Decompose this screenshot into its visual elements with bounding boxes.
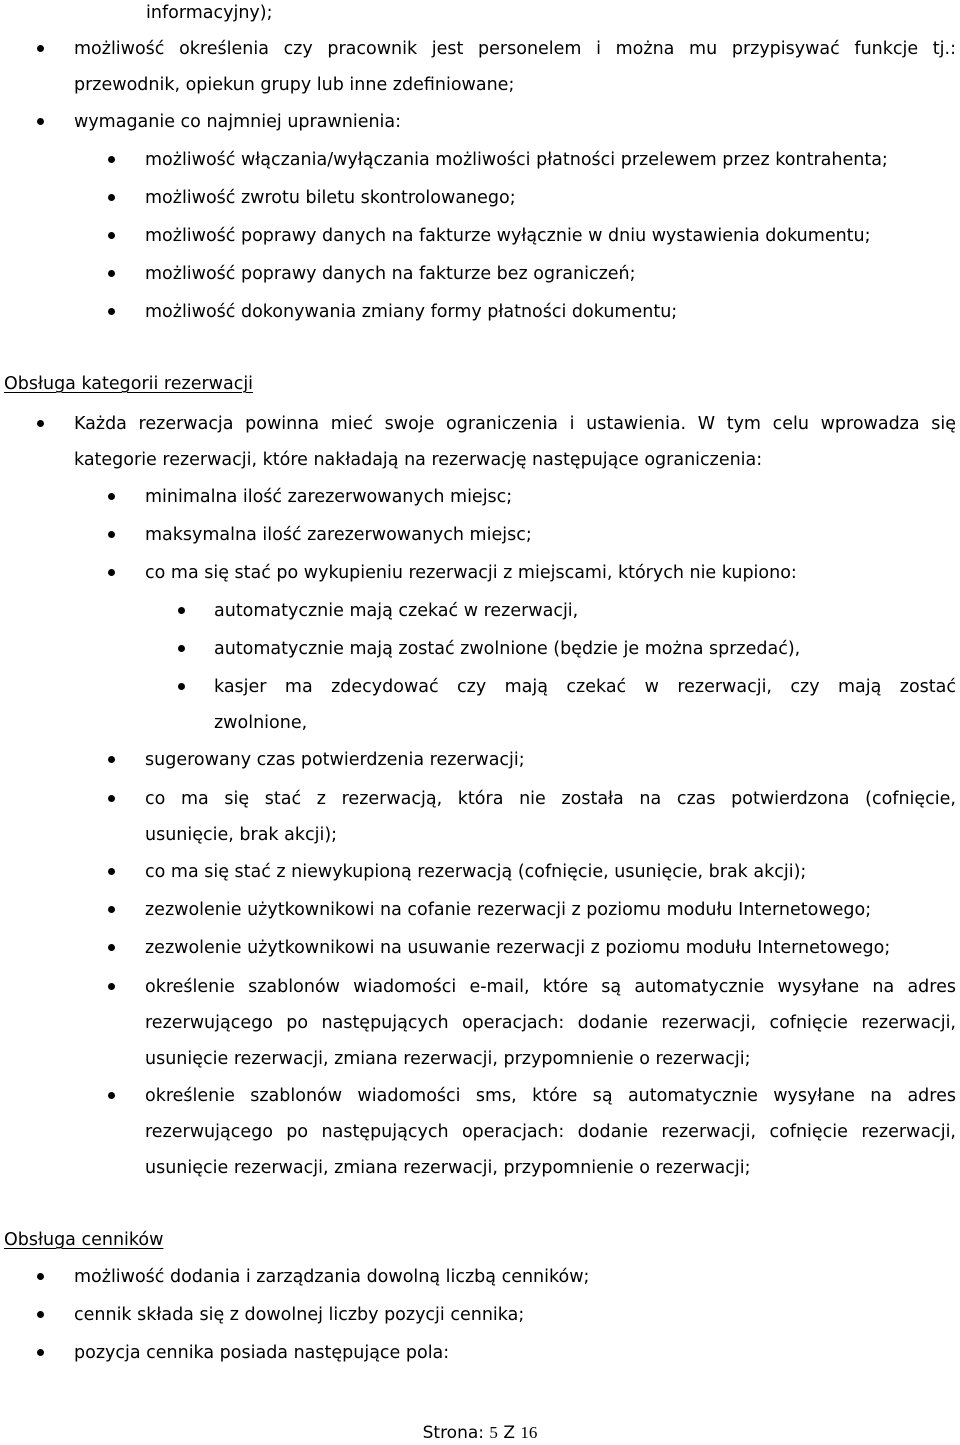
- footer-label: Strona:: [422, 1423, 485, 1443]
- bullet-icon: [37, 420, 44, 427]
- list-item: możliwość poprawy danych na fakturze wyłącznie w dniu wystawienia dokumentu;: [145, 226, 871, 246]
- footer-total-pages: 16: [520, 1423, 538, 1442]
- list-item-continuation: rezerwującego po następujących operacjach: dodanie rezerwacji, cofnięcie rezerwacji,: [145, 1013, 956, 1033]
- continuation-line: informacyjny);: [146, 3, 273, 23]
- bullet-icon: [108, 906, 115, 913]
- list-item: możliwość dodania i zarządzania dowolną liczbą cenników;: [74, 1267, 590, 1287]
- bullet-icon: [108, 756, 115, 763]
- list-item-continuation: kategorie rezerwacji, które nakładają na rezerwację następujące ograniczenia:: [74, 450, 763, 470]
- bullet-icon: [108, 983, 115, 990]
- section-heading-pricelists: Obsługa cenników: [4, 1230, 164, 1250]
- list-item: zezwolenie użytkownikowi na cofanie rezerwacji z poziomu modułu Internetowego;: [145, 900, 872, 920]
- list-item: możliwość zwrotu biletu skontrolowanego;: [145, 188, 516, 208]
- list-item: sugerowany czas potwierdzenia rezerwacji;: [145, 750, 525, 770]
- list-item: możliwość dokonywania zmiany formy płatności dokumentu;: [145, 302, 678, 322]
- list-item: co ma się stać z niewykupioną rezerwacją (cofnięcie, usunięcie, brak akcji);: [145, 862, 807, 882]
- list-item: maksymalna ilość zarezerwowanych miejsc;: [145, 525, 532, 545]
- list-item-continuation: rezerwującego po następujących operacjach: dodanie rezerwacji, cofnięcie rezerwacji,: [145, 1122, 956, 1142]
- list-item: automatycznie mają zostać zwolnione (będzie je można sprzedać),: [214, 639, 801, 659]
- list-item: określenie szablonów wiadomości sms, które są automatycznie wysyłane na adres: [145, 1086, 956, 1106]
- list-item: możliwość określenia czy pracownik jest personelem i można mu przypisywać funkcje tj.:: [74, 39, 956, 59]
- footer-separator: Z: [503, 1423, 515, 1443]
- list-item: określenie szablonów wiadomości e-mail, które są automatycznie wysyłane na adres: [145, 977, 956, 997]
- bullet-icon: [37, 118, 44, 125]
- bullet-icon: [37, 1311, 44, 1318]
- list-item-continuation: przewodnik, opiekun grupy lub inne zdefiniowane;: [74, 75, 515, 95]
- page-footer: [0, 1421, 960, 1445]
- list-item: zezwolenie użytkownikowi na usuwanie rezerwacji z poziomu modułu Internetowego;: [145, 938, 891, 958]
- bullet-icon: [108, 270, 115, 277]
- list-item: wymaganie co najmniej uprawnienia:: [74, 112, 402, 132]
- bullet-icon: [37, 1273, 44, 1280]
- bullet-icon: [108, 308, 115, 315]
- bullet-icon: [37, 45, 44, 52]
- bullet-icon: [37, 1349, 44, 1356]
- list-item-continuation: usunięcie, brak akcji);: [145, 825, 338, 845]
- section-heading-reservations: Obsługa kategorii rezerwacji: [4, 374, 254, 394]
- list-item: co ma się stać z rezerwacją, która nie została na czas potwierdzona (cofnięcie,: [145, 789, 956, 809]
- bullet-icon: [108, 1092, 115, 1099]
- footer-page-number: 5: [489, 1423, 498, 1442]
- list-item-continuation: usunięcie rezerwacji, zmiana rezerwacji, przypomnienie o rezerwacji;: [145, 1158, 751, 1178]
- bullet-icon: [108, 868, 115, 875]
- bullet-icon: [108, 156, 115, 163]
- bullet-icon: [108, 493, 115, 500]
- bullet-icon: [108, 569, 115, 576]
- list-item: Każda rezerwacja powinna mieć swoje ograniczenia i ustawienia. W tym celu wprowadza się: [74, 414, 956, 434]
- list-item: możliwość włączania/wyłączania możliwości płatności przelewem przez kontrahenta;: [145, 150, 888, 170]
- list-item-continuation: zwolnione,: [214, 713, 308, 733]
- bullet-icon: [178, 645, 185, 652]
- list-item-continuation: usunięcie rezerwacji, zmiana rezerwacji, przypomnienie o rezerwacji;: [145, 1049, 751, 1069]
- list-item: kasjer ma zdecydować czy mają czekać w rezerwacji, czy mają zostać: [214, 677, 956, 697]
- list-item: pozycja cennika posiada następujące pola:: [74, 1343, 450, 1363]
- bullet-icon: [178, 683, 185, 690]
- bullet-icon: [178, 607, 185, 614]
- list-item: automatycznie mają czekać w rezerwacji,: [214, 601, 579, 621]
- bullet-icon: [108, 795, 115, 802]
- list-item: co ma się stać po wykupieniu rezerwacji z miejscami, których nie kupiono:: [145, 563, 797, 583]
- list-item: możliwość poprawy danych na fakturze bez ograniczeń;: [145, 264, 636, 284]
- bullet-icon: [108, 232, 115, 239]
- bullet-icon: [108, 944, 115, 951]
- list-item: minimalna ilość zarezerwowanych miejsc;: [145, 487, 513, 507]
- bullet-icon: [108, 531, 115, 538]
- list-item: cennik składa się z dowolnej liczby pozycji cennika;: [74, 1305, 525, 1325]
- bullet-icon: [108, 194, 115, 201]
